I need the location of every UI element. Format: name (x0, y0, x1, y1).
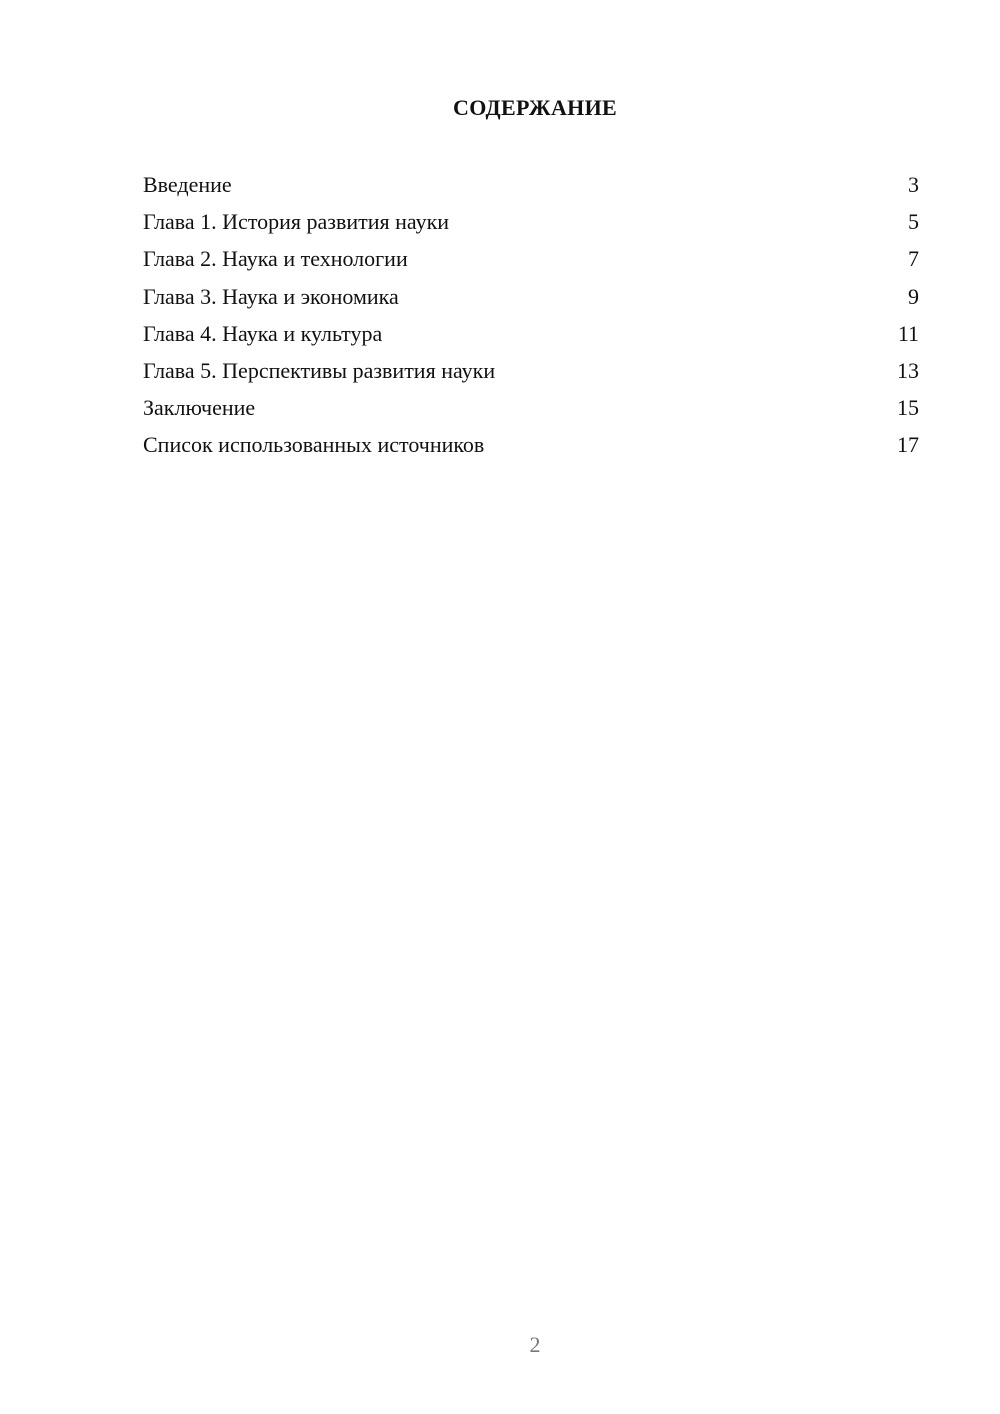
toc-entry (143, 243, 919, 280)
page-number: 2 (529, 1332, 541, 1357)
toc-entry (143, 281, 919, 318)
toc-entry-label: Глава 3. Наука и экономика (143, 283, 399, 309)
table-of-contents (143, 169, 919, 467)
toc-entry (143, 355, 919, 392)
toc-entry-page: 5 (908, 209, 919, 235)
toc-entry-label: Список использованных источников (143, 432, 485, 458)
toc-entry-label: Глава 4. Наука и культура (143, 320, 383, 346)
toc-entry-label: Введение (143, 172, 232, 197)
toc-entry-page: 11 (897, 320, 919, 346)
toc-entry-page: 15 (897, 395, 919, 421)
toc-entry-page: 13 (897, 357, 919, 383)
toc-title: СОДЕРЖАНИЕ (453, 95, 617, 120)
toc-entry-page: 7 (908, 246, 919, 272)
toc-entry-label: Заключение (143, 395, 256, 421)
toc-entry (143, 169, 919, 206)
toc-entry-label: Глава 2. Наука и технологии (143, 246, 408, 272)
toc-entry-page: 17 (897, 432, 919, 458)
toc-entry-label: Глава 5. Перспективы развития науки (143, 357, 496, 383)
toc-entry (143, 206, 919, 243)
toc-entry (143, 429, 919, 466)
toc-entry-label: Глава 1. История развития науки (143, 209, 450, 235)
toc-entry (143, 392, 919, 429)
toc-entry (143, 318, 919, 355)
toc-entry-page: 3 (908, 172, 919, 197)
toc-entry-page: 9 (908, 283, 919, 309)
